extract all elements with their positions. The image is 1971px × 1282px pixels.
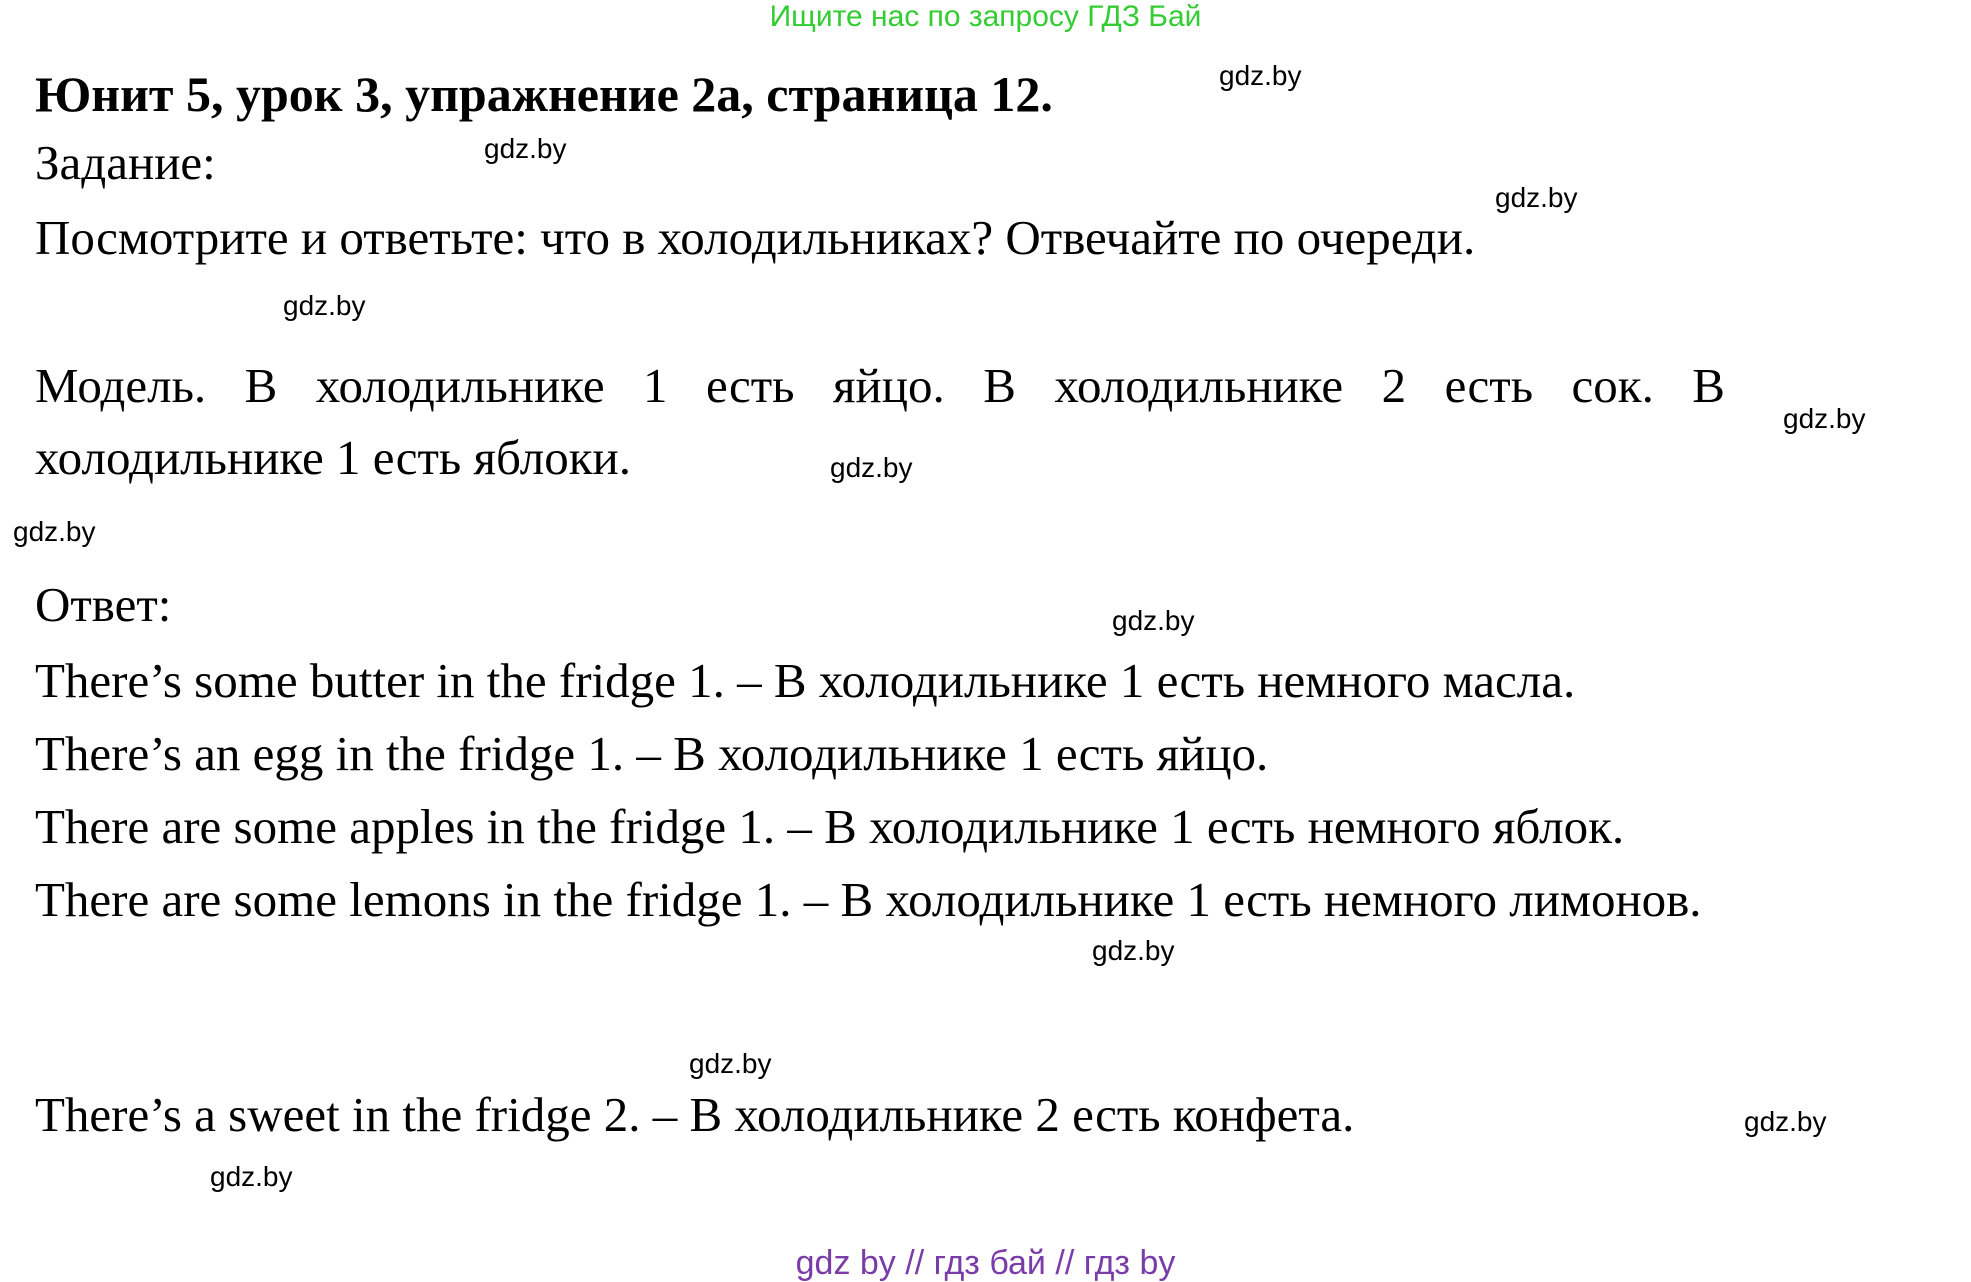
answer-line-last: There’s a sweet in the fridge 2. – В холодильнике 2 есть конфета. [35, 1087, 1355, 1142]
watermark: gdz.by [283, 290, 366, 321]
answer-line: There’s an egg in the fridge 1. – В холодильнике 1 есть яйцо. [35, 726, 1269, 781]
answer-line: There are some lemons in the fridge 1. – В холодильнике 1 есть немного лимонов. [35, 872, 1702, 927]
watermark: gdz.by [210, 1161, 293, 1192]
model-text: Модель. В холодильнике 1 есть яйцо. В холодильнике 2 есть сок. В холодильнике 1 есть яблоки. [35, 358, 1725, 485]
watermark: gdz.by [484, 133, 567, 164]
task-label: Задание: [35, 135, 216, 190]
watermark: gdz.by [1495, 182, 1578, 213]
watermark: gdz.by [1744, 1106, 1827, 1137]
watermark: gdz.by [13, 516, 96, 547]
page-title: Юнит 5, урок 3, упражнение 2а, страница 12. [35, 66, 1053, 122]
watermark: gdz.by [689, 1048, 772, 1079]
answer-line: There’s some butter in the fridge 1. – В холодильнике 1 есть немного масла. [35, 653, 1576, 708]
watermark: gdz.by [1219, 60, 1302, 91]
watermark: gdz.by [1112, 605, 1195, 636]
answer-line: There are some apples in the fridge 1. – В холодильнике 1 есть немного яблок. [35, 799, 1625, 854]
watermark: gdz.by [830, 452, 913, 483]
watermark: gdz.by [1783, 403, 1866, 434]
watermark: gdz.by [1092, 935, 1175, 966]
footer-links: gdz by // гдз бай // гдз by [795, 1244, 1176, 1282]
answer-label: Ответ: [35, 577, 172, 632]
task-text: Посмотрите и ответьте: что в холодильниках? Отвечайте по очереди. [35, 210, 1476, 265]
search-banner: Ищите нас по запросу ГДЗ Бай [769, 0, 1202, 33]
